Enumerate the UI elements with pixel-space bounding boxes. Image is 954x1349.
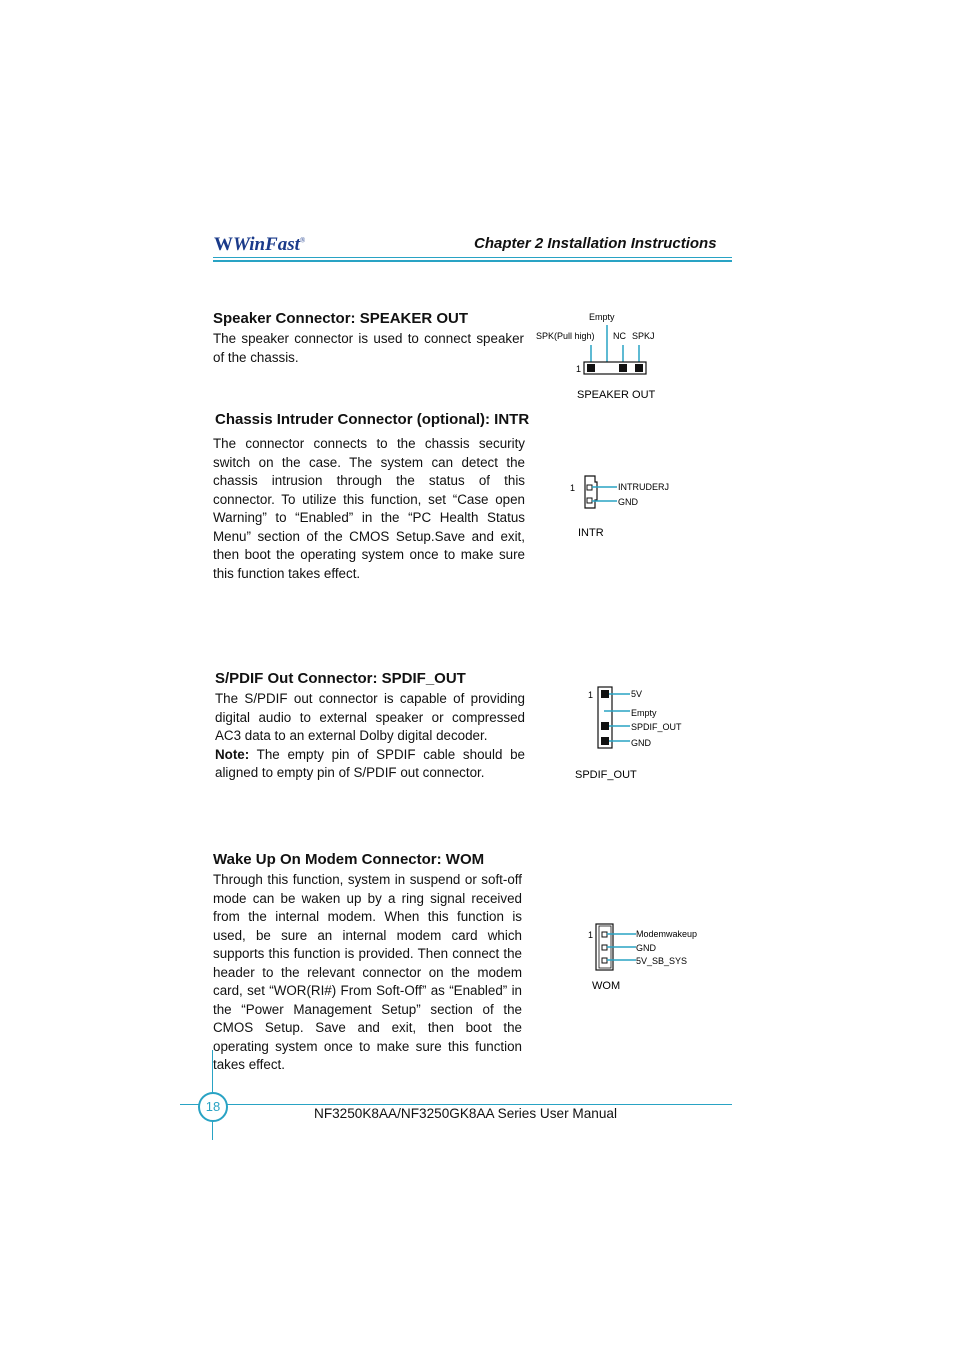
wom-label-modem: Modemwakeup bbox=[636, 929, 698, 939]
intr-diagram bbox=[565, 470, 695, 545]
spdif-text bbox=[215, 690, 525, 783]
intr-label-gnd: GND bbox=[618, 497, 638, 507]
page-number: 18 bbox=[198, 1092, 228, 1122]
wom-label-sb: 5V_SB_SYS bbox=[636, 956, 688, 966]
wom-pin1: 1 bbox=[588, 930, 594, 940]
header-rule bbox=[213, 257, 732, 258]
speaker-out-diagram bbox=[530, 305, 690, 405]
wom-heading: Wake Up On Modem Connector: WOM bbox=[213, 851, 485, 868]
header-rule-thick bbox=[213, 260, 732, 262]
speaker-pin1: 1 bbox=[576, 364, 582, 374]
speaker-label-empty: Empty bbox=[589, 312, 615, 322]
spdif-body: The S/PDIF out connector is capable of providing digital audio to external speaker or compressed AC3 data to an external Dolby digital decoder. bbox=[215, 691, 525, 743]
spdif-note-label: Note: bbox=[215, 746, 250, 762]
wom-title: WOM bbox=[592, 980, 621, 992]
spdif-diagram bbox=[570, 680, 700, 785]
wom-label-gnd: GND bbox=[636, 943, 656, 953]
manual-title: NF3250K8AA/NF3250GK8AA Series User Manual bbox=[314, 1106, 617, 1121]
speaker-label-nc: NC bbox=[613, 331, 626, 341]
speaker-label-spkj: SPKJ bbox=[632, 331, 655, 341]
spdif-label-gnd: GND bbox=[631, 738, 651, 748]
wom-diagram bbox=[580, 918, 710, 996]
intr-label-intruderj: INTRUDERJ bbox=[618, 482, 669, 492]
intr-text: The connector connects to the chassis security switch on the case. The system can detect the chassis intrusion through the status of this connector. To utilize this function, set “Case open Warning” to “Enabled” in the “PC Health Status Menu” section of the CMOS Setup.Save and exit, then boot the operating system once to make sure this function takes effect. bbox=[213, 436, 525, 581]
intr-title: INTR bbox=[578, 527, 604, 539]
spdif-pin1: 1 bbox=[588, 690, 594, 700]
wom-text: Through this function, system in suspend or soft-off mode can be waken up by a ring signal received from the internal modem. When this function is used, be sure an internal modem card which supports this function is provided. Then connect the header to the relevant connector on the modem card, set “WOR(RI#) From Soft-Off” as “Enabled” in the “Power Management Setup” section of the CMOS Setup. Save and exit, then boot the operating system once to make sure this function takes effect. bbox=[213, 872, 522, 1072]
footer-rule bbox=[180, 1104, 732, 1105]
spdif-label-out: SPDIF_OUT bbox=[631, 722, 682, 732]
intr-heading: Chassis Intruder Connector (optional): INTR bbox=[215, 411, 530, 428]
speaker-label-spk: SPK(Pull high) bbox=[536, 331, 595, 341]
intr-pin1: 1 bbox=[570, 483, 576, 493]
spdif-label-5v: 5V bbox=[631, 689, 643, 699]
chapter-title: Chapter 2 Installation Instructions bbox=[474, 235, 717, 252]
speaker-heading: Speaker Connector: SPEAKER OUT bbox=[213, 310, 469, 327]
speaker-out-title: SPEAKER OUT bbox=[577, 389, 656, 401]
spdif-title: SPDIF_OUT bbox=[575, 769, 637, 781]
speaker-text: The speaker connector is used to connect speaker of the chassis. bbox=[213, 331, 524, 365]
spdif-heading: S/PDIF Out Connector: SPDIF_OUT bbox=[215, 670, 466, 687]
spdif-note-text: The empty pin of SPDIF cable should be aligned to empty pin of S/PDIF out connector. bbox=[215, 746, 525, 780]
winfast-logo: WWinFast® bbox=[214, 234, 306, 255]
spdif-label-empty: Empty bbox=[631, 708, 657, 718]
